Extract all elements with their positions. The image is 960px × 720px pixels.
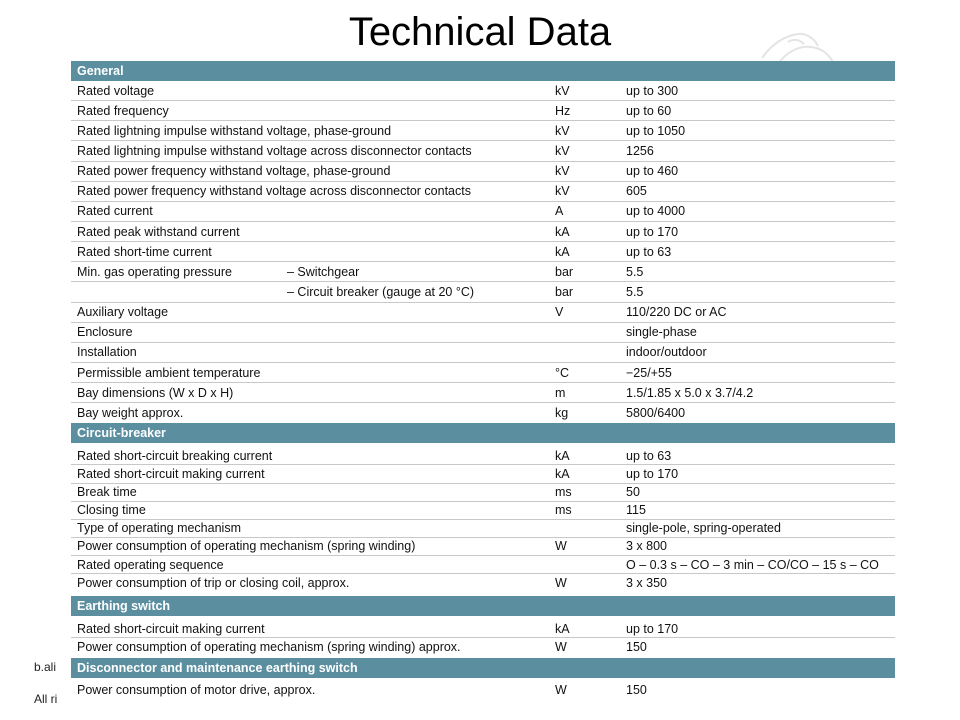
- section-header: General: [71, 61, 895, 81]
- value-cell: 5.5: [626, 264, 644, 279]
- table-row: [71, 556, 895, 574]
- value-cell: up to 1050: [626, 123, 686, 138]
- param-cell: Rated current: [77, 204, 153, 219]
- value-cell: 5.5: [626, 284, 644, 299]
- value-cell: 50: [626, 485, 640, 500]
- param-cell: [71, 285, 551, 299]
- value-cell: up to 60: [626, 103, 672, 118]
- table-row: [71, 465, 895, 483]
- section-general: [71, 61, 895, 423]
- param-label: Min. gas operating pressure: [77, 264, 232, 279]
- unit-cell: W: [555, 575, 567, 590]
- unit-cell: Hz: [555, 103, 571, 118]
- param-cell: Rated short-circuit making current: [77, 621, 265, 636]
- value-cell: 3 x 350: [626, 575, 668, 590]
- value-cell: up to 63: [626, 244, 672, 259]
- table-row: [71, 262, 895, 282]
- value-cell: 1256: [626, 143, 654, 158]
- table-row: [71, 222, 895, 242]
- footer-author: b.ali: [34, 660, 57, 674]
- value-cell: 115: [626, 503, 646, 518]
- sub-param-label: – Switchgear: [287, 264, 360, 279]
- value-cell: up to 63: [626, 448, 672, 463]
- value-cell: up to 300: [626, 83, 679, 98]
- unit-cell: kV: [555, 143, 570, 158]
- unit-cell: kV: [555, 123, 570, 138]
- section-disconnector: [71, 658, 895, 700]
- value-cell: 3 x 800: [626, 539, 668, 554]
- unit-cell: V: [555, 305, 564, 320]
- section-header: Disconnector and maintenance earthing switch: [71, 658, 895, 678]
- table-row: [71, 162, 895, 182]
- param-cell: Permissible ambient temperature: [77, 365, 261, 380]
- unit-cell: m: [555, 385, 566, 400]
- table-row: [71, 121, 895, 141]
- table-row: [71, 81, 895, 101]
- value-cell: up to 170: [626, 467, 679, 482]
- table-row: [71, 403, 895, 423]
- page-title: Technical Data: [348, 10, 612, 54]
- param-cell: Rated short-circuit breaking current: [77, 448, 273, 463]
- unit-cell: kA: [555, 448, 570, 463]
- unit-cell: bar: [555, 264, 574, 279]
- table-row: [71, 383, 895, 403]
- value-cell: up to 460: [626, 164, 679, 179]
- section-header: Earthing switch: [71, 596, 895, 616]
- unit-cell: kg: [555, 405, 569, 420]
- unit-cell: A: [555, 204, 564, 219]
- value-cell: single-phase: [626, 325, 697, 340]
- table-row: [71, 638, 895, 656]
- table-row: [71, 680, 895, 700]
- param-cell: Rated peak withstand current: [77, 224, 240, 239]
- technical-data-table: [71, 61, 895, 706]
- value-cell: 1.5/1.85 x 5.0 x 3.7/4.2: [626, 385, 754, 400]
- param-cell: Power consumption of motor drive, approx.: [77, 682, 316, 697]
- value-cell: 110/220 DC or AC: [626, 305, 727, 320]
- unit-cell: kV: [555, 164, 570, 179]
- value-cell: single-pole, spring-operated: [626, 521, 781, 536]
- value-cell: 150: [626, 639, 647, 654]
- unit-cell: kA: [555, 224, 570, 239]
- value-cell: up to 170: [626, 224, 679, 239]
- param-cell: Rated short-time current: [77, 244, 212, 259]
- table-row: [71, 502, 895, 520]
- param-cell: Rated operating sequence: [77, 557, 224, 572]
- param-cell: Rated voltage: [77, 83, 155, 98]
- param-cell: Rated lightning impulse withstand voltage across disconnector contacts: [77, 143, 472, 158]
- param-cell: Rated lightning impulse withstand voltage, phase-ground: [77, 123, 392, 138]
- table-row: [71, 447, 895, 465]
- section-circuit-breaker: [71, 423, 895, 592]
- table-row: [71, 141, 895, 161]
- param-cell: Power consumption of operating mechanism (spring winding): [77, 539, 416, 554]
- unit-cell: kV: [555, 184, 570, 199]
- table-row: [71, 182, 895, 202]
- value-cell: 150: [626, 682, 647, 697]
- table-row: [71, 282, 895, 302]
- param-cell: Auxiliary voltage: [77, 305, 169, 320]
- param-cell: Rated frequency: [77, 103, 169, 118]
- table-row: [71, 323, 895, 343]
- table-row: [71, 520, 895, 538]
- value-cell: O – 0.3 s – CO – 3 min – CO/CO – 15 s – CO: [626, 557, 879, 572]
- value-cell: 5800/6400: [626, 405, 686, 420]
- value-cell: indoor/outdoor: [626, 345, 707, 360]
- table-row: [71, 343, 895, 363]
- param-cell: Bay dimensions (W x D x H): [77, 385, 234, 400]
- param-cell: Installation: [77, 345, 137, 360]
- table-row: [71, 620, 895, 638]
- unit-cell: kA: [555, 244, 570, 259]
- table-row: [71, 202, 895, 222]
- sub-param-label: – Circuit breaker (gauge at 20 °C): [287, 284, 475, 299]
- unit-cell: kV: [555, 83, 570, 98]
- table-row: [71, 303, 895, 323]
- table-row: [71, 484, 895, 502]
- unit-cell: kA: [555, 621, 570, 636]
- value-cell: up to 4000: [626, 204, 686, 219]
- param-cell: Type of operating mechanism: [77, 521, 241, 536]
- unit-cell: W: [555, 682, 567, 697]
- value-cell: 605: [626, 184, 647, 199]
- value-cell: up to 170: [626, 621, 679, 636]
- section-header: Circuit-breaker: [71, 423, 895, 443]
- unit-cell: kA: [555, 467, 570, 482]
- param-cell: Enclosure: [77, 325, 133, 340]
- unit-cell: bar: [555, 284, 574, 299]
- table-row: [71, 101, 895, 121]
- param-cell: Break time: [77, 485, 137, 500]
- table-row: [71, 538, 895, 556]
- param-cell: [71, 265, 551, 279]
- table-row: [71, 574, 895, 592]
- param-cell: Power consumption of trip or closing coil, approx.: [77, 575, 350, 590]
- footer-copyright: All ri: [34, 692, 58, 706]
- param-cell: Rated power frequency withstand voltage, phase-ground: [77, 164, 391, 179]
- value-cell: −25/+55: [626, 365, 672, 380]
- section-earthing-switch: [71, 596, 895, 656]
- unit-cell: °C: [555, 365, 570, 380]
- unit-cell: ms: [555, 503, 572, 518]
- param-cell: Rated short-circuit making current: [77, 467, 265, 482]
- param-cell: Bay weight approx.: [77, 405, 184, 420]
- param-cell: Power consumption of operating mechanism (spring winding) approx.: [77, 639, 461, 654]
- unit-cell: W: [555, 639, 567, 654]
- param-cell: Closing time: [77, 503, 146, 518]
- table-row: [71, 242, 895, 262]
- unit-cell: W: [555, 539, 567, 554]
- unit-cell: ms: [555, 485, 572, 500]
- param-cell: Rated power frequency withstand voltage across disconnector contacts: [77, 184, 471, 199]
- table-row: [71, 363, 895, 383]
